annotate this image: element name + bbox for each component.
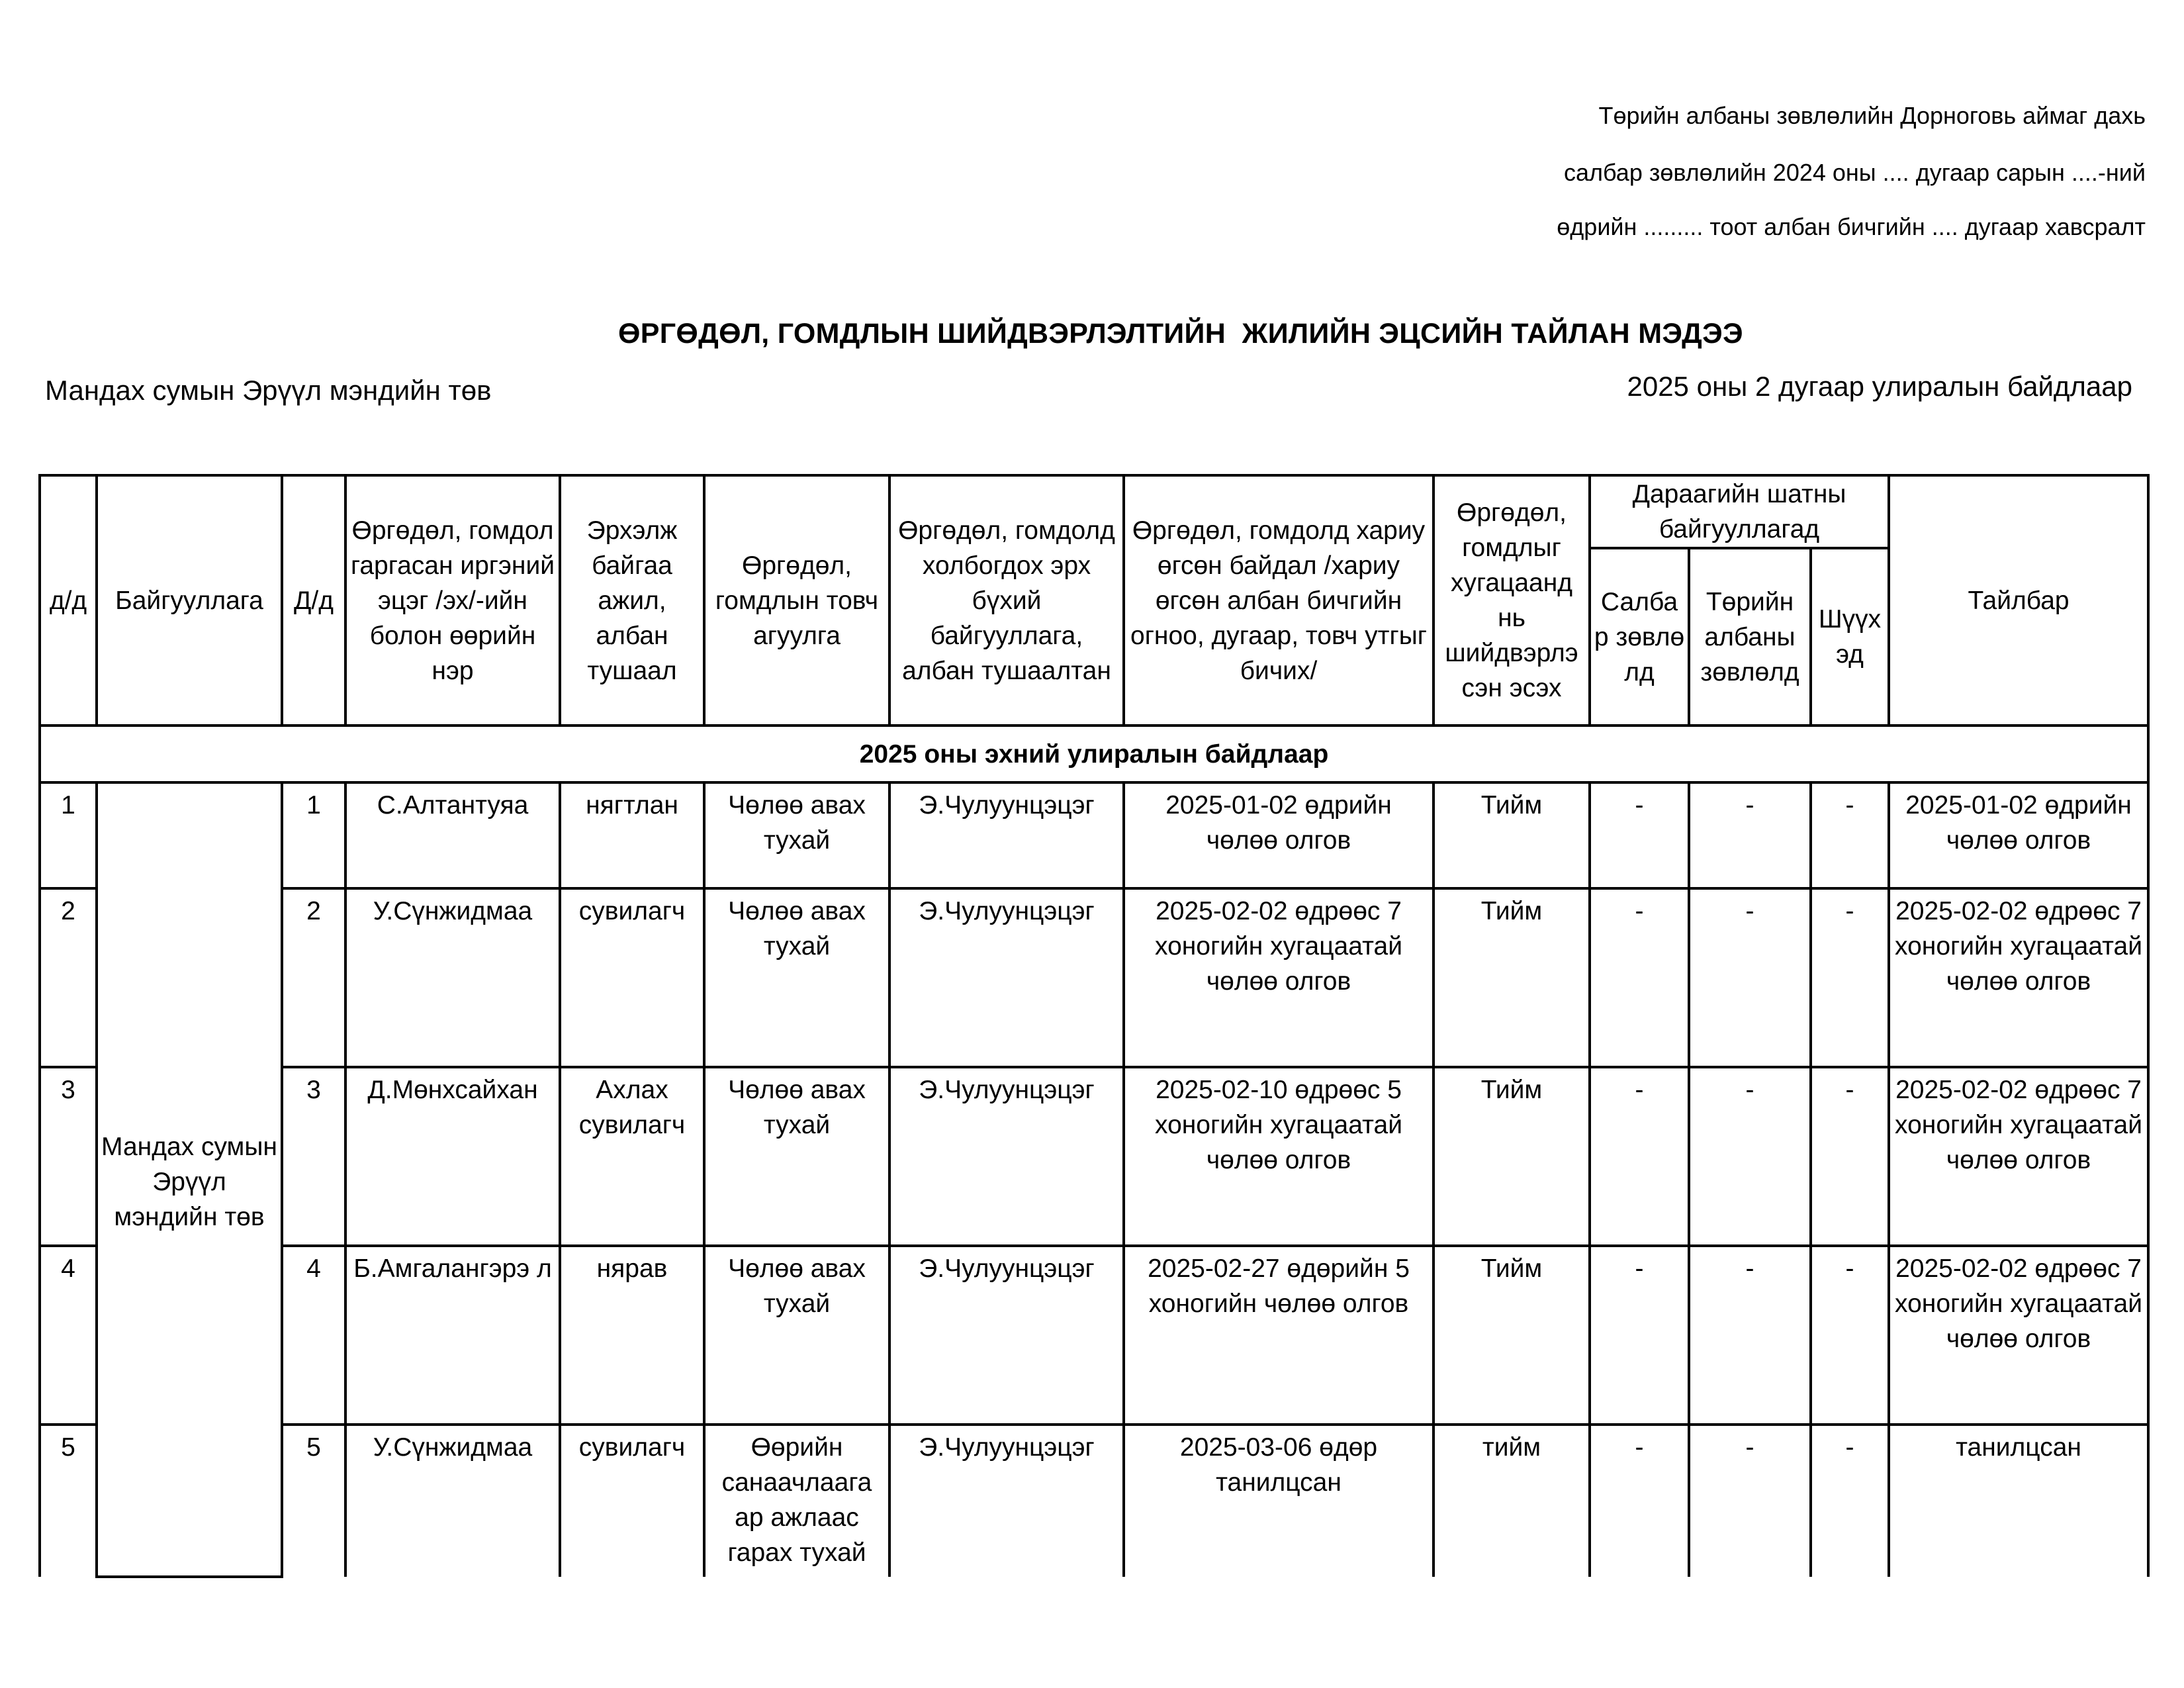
cell-name: Б.Амгалангэрэ л <box>345 1246 560 1425</box>
table-row <box>40 888 2148 1067</box>
header-summary: Өргөдөл, гомдлын товч агуулга <box>704 475 889 726</box>
cell-note: 2025-02-02 өдрөөс 7 хоногийн хугацаатай чөлөө олгов <box>1889 1246 2148 1425</box>
cell-response: 2025-01-02 өдрийн чөлөө олгов <box>1124 782 1433 888</box>
cell-name: У.Сүнжидмаа <box>345 1425 560 1577</box>
section-label: 2025 оны эхний улиралын байдлаар <box>40 726 2148 782</box>
document-title: ӨРГӨДӨЛ, ГОМДЛЫН ШИЙДВЭРЛЭЛТИЙН ЖИЛИЙН ЭЦСИЙН ТАЙЛАН МЭДЭЭ <box>618 318 1743 350</box>
cell-note: 2025-02-02 өдрөөс 7 хоногийн хугацаатай чөлөө олгов <box>1889 888 2148 1067</box>
cell-sub-no: 1 <box>282 782 345 888</box>
annex-line-1: Төрийн албаны зөвлөлийн Дорноговь аймаг дахь <box>1598 102 2146 129</box>
cell-on-time: Тийм <box>1433 1067 1590 1246</box>
cell-note: 2025-01-02 өдрийн чөлөө олгов <box>1889 782 2148 888</box>
cell-summary: Чөлөө авах тухай <box>704 782 889 888</box>
header-organization: Байгууллага <box>97 475 282 726</box>
header-next-level: Дараагийн шатны байгууллагад <box>1590 475 1889 548</box>
cell-on-time: Тийм <box>1433 1246 1590 1425</box>
header-response: Өргөдөл, гомдолд хариу өгсөн байдал /хариу өгсөн албан бичгийн огноо, дугаар, товч утгыг бичих/ <box>1124 475 1433 726</box>
report-table <box>38 474 2150 1578</box>
cell-sub-no: 2 <box>282 888 345 1067</box>
cell-civil-service: - <box>1689 888 1811 1067</box>
table-row <box>40 782 2148 888</box>
cell-court: - <box>1811 1425 1889 1577</box>
header-row <box>40 475 2148 548</box>
cell-response: 2025-03-06 өдөр танилцсан <box>1124 1425 1433 1577</box>
cell-branch: - <box>1590 1246 1689 1425</box>
table-row <box>40 1067 2148 1246</box>
cell-civil-service: - <box>1689 1425 1811 1577</box>
cell-no: 3 <box>40 1067 97 1246</box>
report-period: 2025 оны 2 дугаар улиралын байдлаар <box>1627 371 2132 402</box>
cell-on-time: тийм <box>1433 1425 1590 1577</box>
cell-name: У.Сүнжидмаа <box>345 888 560 1067</box>
cell-official: Э.Чулуунцэцэг <box>889 782 1124 888</box>
table-row <box>40 1246 2148 1425</box>
cell-position: Ахлах сувилагч <box>560 1067 704 1246</box>
header-citizen-name: Өргөдөл, гомдол гаргасан иргэний эцэг /эх/-ийн болон өөрийн нэр <box>345 475 560 726</box>
annex-line-2: салбар зөвлөлийн 2024 оны .... дугаар сарын ....-ний <box>1563 159 2146 186</box>
cell-civil-service: - <box>1689 1067 1811 1246</box>
cell-no: 5 <box>40 1425 97 1577</box>
cell-summary: Чөлөө авах тухай <box>704 1067 889 1246</box>
cell-branch: - <box>1590 782 1689 888</box>
cell-official: Э.Чулуунцэцэг <box>889 1067 1124 1246</box>
header-official: Өргөдөл, гомдолд холбогдох эрх бүхий байгууллага, албан тушаалтан <box>889 475 1124 726</box>
organization-name: Мандах сумын Эрүүл мэндийн төв <box>45 375 492 406</box>
header-no: д/д <box>40 475 97 726</box>
cell-official: Э.Чулуунцэцэг <box>889 1246 1124 1425</box>
cell-organization: Мандах сумын Эрүүл мэндийн төв <box>97 782 282 1577</box>
cell-note: танилцсан <box>1889 1425 2148 1577</box>
header-sub-no: Д/д <box>282 475 345 726</box>
cell-civil-service: - <box>1689 1246 1811 1425</box>
section-row <box>40 726 2148 782</box>
cell-position: нягтлан <box>560 782 704 888</box>
header-note: Тайлбар <box>1889 475 2148 726</box>
cell-on-time: Тийм <box>1433 888 1590 1067</box>
header-on-time: Өргөдөл, гомдлыг хугацаанд нь шийдвэрлэ сэн эсэх <box>1433 475 1590 726</box>
header-position: Эрхэлж байгаа ажил, албан тушаал <box>560 475 704 726</box>
cell-official: Э.Чулуунцэцэг <box>889 1425 1124 1577</box>
cell-civil-service: - <box>1689 782 1811 888</box>
annex-line-3: өдрийн ......... тоот албан бичгийн .... дугаар хавсралт <box>1557 213 2146 240</box>
cell-no: 1 <box>40 782 97 888</box>
cell-court: - <box>1811 888 1889 1067</box>
cell-name: С.Алтантуяа <box>345 782 560 888</box>
cell-no: 2 <box>40 888 97 1067</box>
cell-sub-no: 3 <box>282 1067 345 1246</box>
cell-court: - <box>1811 1067 1889 1246</box>
cell-official: Э.Чулуунцэцэг <box>889 888 1124 1067</box>
cell-court: - <box>1811 782 1889 888</box>
cell-branch: - <box>1590 1425 1689 1577</box>
cell-no: 4 <box>40 1246 97 1425</box>
cell-response: 2025-02-27 өдөрийн 5 хоногийн чөлөө олгов <box>1124 1246 1433 1425</box>
cell-branch: - <box>1590 888 1689 1067</box>
cell-response: 2025-02-02 өдрөөс 7 хоногийн хугацаатай чөлөө олгов <box>1124 888 1433 1067</box>
cell-name: Д.Мөнхсайхан <box>345 1067 560 1246</box>
cell-response: 2025-02-10 өдрөөс 5 хоногийн хугацаатай чөлөө олгов <box>1124 1067 1433 1246</box>
cell-note: 2025-02-02 өдрөөс 7 хоногийн хугацаатай чөлөө олгов <box>1889 1067 2148 1246</box>
cell-branch: - <box>1590 1067 1689 1246</box>
cell-summary: Чөлөө авах тухай <box>704 888 889 1067</box>
cell-sub-no: 5 <box>282 1425 345 1577</box>
header-civil-service-council: Төрийн албаны зөвлөлд <box>1689 548 1811 726</box>
header-court: Шүүх эд <box>1811 548 1889 726</box>
cell-position: сувилагч <box>560 1425 704 1577</box>
cell-summary: Чөлөө авах тухай <box>704 1246 889 1425</box>
cell-summary: Өөрийн санаачлаага ар ажлаас гарах тухай <box>704 1425 889 1577</box>
cell-sub-no: 4 <box>282 1246 345 1425</box>
cell-position: сувилагч <box>560 888 704 1067</box>
header-branch-council: Салба р зөвлө лд <box>1590 548 1689 726</box>
cell-on-time: Тийм <box>1433 782 1590 888</box>
cell-position: нярав <box>560 1246 704 1425</box>
table-row <box>40 1425 2148 1577</box>
cell-court: - <box>1811 1246 1889 1425</box>
